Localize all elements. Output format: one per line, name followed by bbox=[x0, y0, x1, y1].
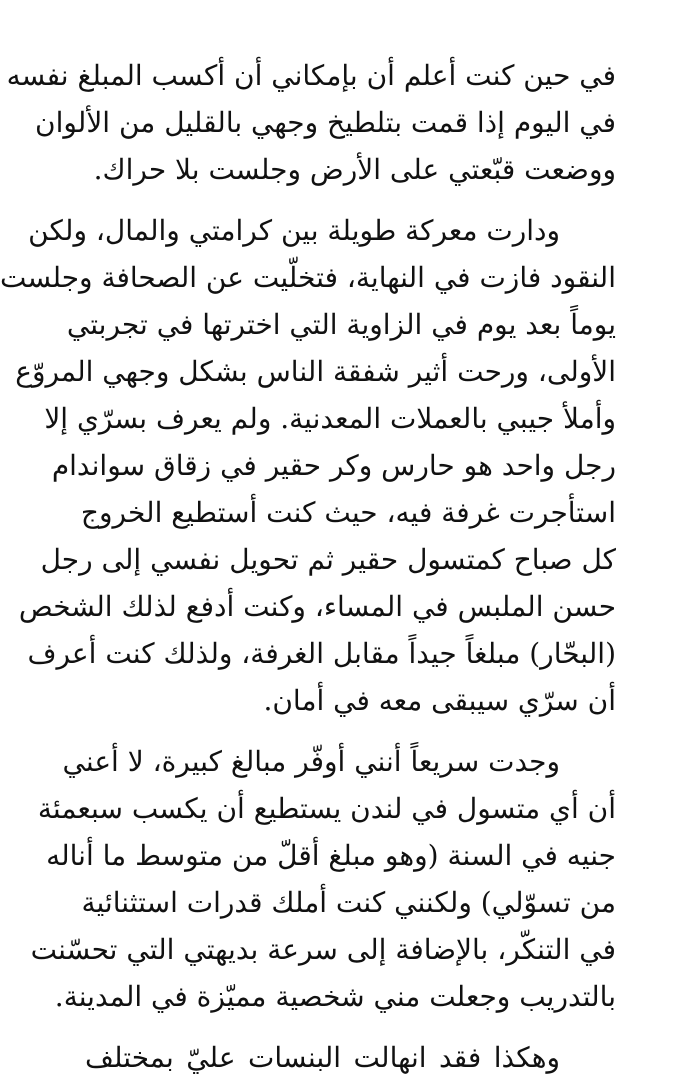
text-line: رجل واحد هو حارس وكر حقير في زقاق سواندام bbox=[51, 449, 616, 482]
paragraph-2 bbox=[0, 207, 616, 724]
text-line: أن أي متسول في لندن يستطيع أن يكسب سبعمئة bbox=[37, 792, 616, 825]
text-line: وأملأ جيبي بالعملات المعدنية. ولم يعرف بسرّي إلا bbox=[44, 402, 616, 435]
text-line: كل صباح كمتسول حقير ثم تحويل نفسي إلى رجل bbox=[40, 543, 616, 576]
text-line: النقود فازت في النهاية، فتخلّيت عن الصحافة وجلست bbox=[0, 261, 616, 294]
text-line: من تسوّلي) ولكنني كنت أملك قدرات استثنائية bbox=[81, 886, 616, 919]
text-line: حسن الملبس في المساء، وكنت أدفع لذلك الشخص bbox=[18, 590, 616, 623]
text-line: وهكذا فقد انهالت البنسات عليّ بمختلف bbox=[85, 1041, 560, 1074]
text-line: جنيه في السنة (وهو مبلغ أقلّ من متوسط ما أناله bbox=[46, 839, 616, 872]
text-line: استأجرت غرفة فيه، حيث كنت أستطيع الخروج bbox=[80, 496, 616, 529]
book-page bbox=[0, 52, 616, 1074]
text-line: ودارت معركة طويلة بين كرامتي والمال، ولكن bbox=[28, 214, 560, 247]
text-line: ووضعت قبّعتي على الأرض وجلست بلا حراك. bbox=[93, 153, 616, 186]
text-line: وجدت سريعاً أنني أوفّر مبالغ كبيرة، لا أعني bbox=[62, 745, 560, 778]
text-line: في حين كنت أعلم أن بإمكاني أن أكسب المبلغ نفسه bbox=[6, 59, 616, 92]
text-line: أن سرّي سيبقى معه في أمان. bbox=[263, 684, 616, 717]
text-line: يوماً بعد يوم في الزاوية التي اخترتها في تجربتي bbox=[66, 308, 616, 341]
paragraph-3 bbox=[30, 738, 616, 1020]
text-line: الأولى، ورحت أثير شفقة الناس بشكل وجهي المروّع bbox=[15, 355, 616, 388]
paragraph-4 bbox=[85, 1034, 616, 1081]
text-line: بالتدريب وجعلت مني شخصية مميّزة في المدينة. bbox=[54, 980, 616, 1013]
paragraph-1 bbox=[6, 52, 616, 193]
text-line: في اليوم إذا قمت بتلطيخ وجهي بالقليل من الألوان bbox=[35, 106, 616, 139]
text-line: في التنكّر، بالإضافة إلى سرعة بديهتي التي تحسّنت bbox=[30, 933, 616, 966]
text-line: (البحّار) مبلغاً جيداً مقابل الغرفة، ولذلك كنت أعرف bbox=[27, 637, 616, 670]
